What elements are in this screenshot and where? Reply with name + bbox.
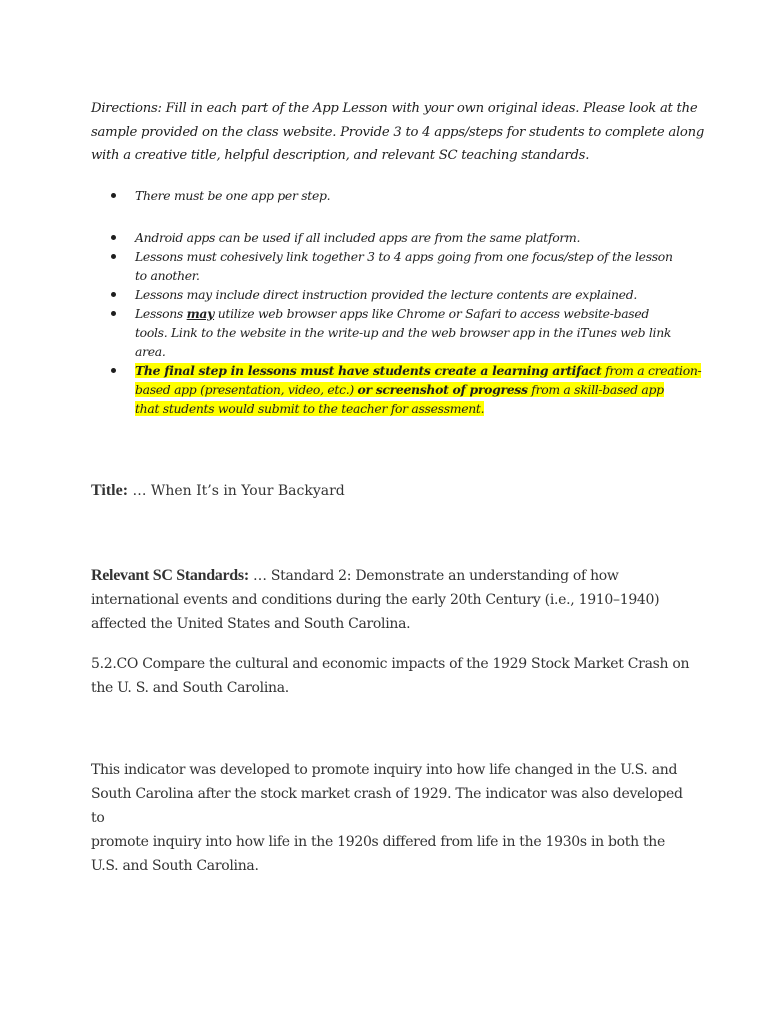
rules-list-first xyxy=(91,186,691,205)
text-run: Lessons xyxy=(135,306,187,321)
highlight-text: from a creation- xyxy=(601,363,702,378)
list-item xyxy=(91,285,691,304)
text-run: utilize web browser apps like Chrome or Safari to access website-based xyxy=(214,306,650,321)
bullet-icon xyxy=(111,254,116,259)
list-item xyxy=(91,186,691,205)
explanation-text: South Carolina after the stock market crash of 1929. The indicator was also developed to xyxy=(91,786,683,826)
list-item-text xyxy=(135,361,702,380)
standards-text: … Standard 2: Demonstrate an understanding of how xyxy=(248,568,619,584)
indicator-text: the U. S. and South Carolina. xyxy=(91,680,289,696)
title-colon: : xyxy=(122,482,129,499)
title-value: … When It’s in Your Backyard xyxy=(128,483,345,499)
title-label: Title xyxy=(91,482,123,499)
list-item xyxy=(91,228,691,247)
directions-line: with a creative title, helpful description, and relevant SC teaching standards. xyxy=(91,148,590,163)
list-item-text: There must be one app per step. xyxy=(135,188,331,203)
highlight-text: that students would submit to the teacher for assessment. xyxy=(135,401,485,416)
standards-colon: : xyxy=(243,567,249,584)
indicator-paragraph xyxy=(91,652,691,700)
list-item xyxy=(91,304,691,361)
highlight-text: from a skill-based app xyxy=(527,382,664,397)
bullet-icon xyxy=(111,311,116,316)
title-field xyxy=(91,482,345,500)
explanation-text: U.S. and South Carolina. xyxy=(91,858,259,874)
list-item-text xyxy=(135,304,691,323)
standards-text: international events and conditions during the early 20th Century (i.e., 1910–1940) xyxy=(91,592,660,608)
highlight-bold-text: The final step in lessons must have students create a learning artifact xyxy=(135,363,602,378)
bullet-icon xyxy=(111,193,116,198)
list-item-text: Android apps can be used if all included apps are from the same platform. xyxy=(135,230,581,245)
list-item-text: area. xyxy=(135,344,166,359)
list-item-text: to another. xyxy=(135,268,200,283)
highlight-text: based app (presentation, video, etc.) xyxy=(135,382,358,397)
list-item-text xyxy=(135,380,691,399)
highlight-bold-text: or screenshot of progress xyxy=(357,382,528,397)
list-item-text xyxy=(135,399,691,418)
standards-text: affected the United States and South Carolina. xyxy=(91,616,411,632)
list-item-text: Lessons must cohesively link together 3 to 4 apps going from one focus/step of the lesson xyxy=(135,249,673,264)
directions-paragraph xyxy=(91,97,705,168)
explanation-text: promote inquiry into how life in the 1920s differed from life in the 1930s in both the xyxy=(91,834,666,850)
bullet-icon xyxy=(111,235,116,240)
standards-section xyxy=(91,564,691,636)
list-item xyxy=(91,247,691,285)
list-item-text: tools. Link to the website in the write-up and the web browser app in the iTunes web link xyxy=(135,325,672,340)
explanation-paragraph xyxy=(91,758,691,878)
standards-label: Relevant SC Standards xyxy=(91,567,244,584)
indicator-text: 5.2.CO Compare the cultural and economic impacts of the 1929 Stock Market Crash on xyxy=(91,656,690,672)
emphasis-may: may xyxy=(186,306,215,321)
bullet-icon xyxy=(111,368,116,373)
bullet-icon xyxy=(111,292,116,297)
list-item-text: Lessons may include direct instruction provided the lecture contents are explained. xyxy=(135,287,637,302)
list-item-highlighted xyxy=(91,361,702,418)
directions-line: Directions: Fill in each part of the App Lesson with your own original ideas. Please look at the xyxy=(91,101,698,116)
directions-line: sample provided on the class website. Provide 3 to 4 apps/steps for students to complete along xyxy=(91,124,705,140)
explanation-text: This indicator was developed to promote inquiry into how life changed in the U.S. and xyxy=(91,762,678,778)
rules-list xyxy=(91,228,702,418)
